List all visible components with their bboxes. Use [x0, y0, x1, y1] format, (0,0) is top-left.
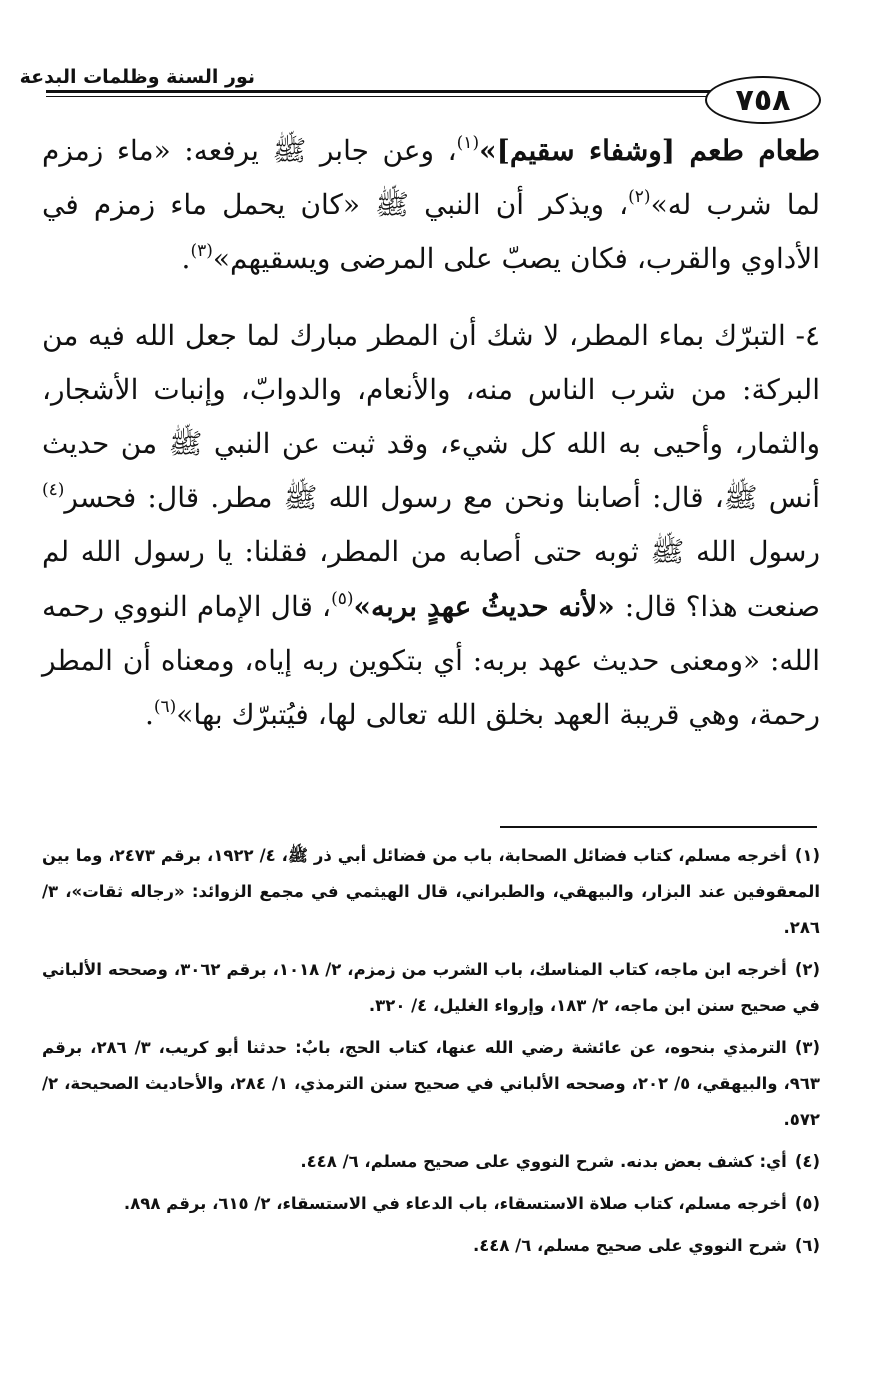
footnote-text: أخرجه مسلم، كتاب فضائل الصحابة، باب من فضائل أبي ذر ﷺ، ٤/ ١٩٢٢، برقم ٢٤٧٣، وما بين المعقوفين عند البزار، والبيهقي، والطبراني، قال الهيثمي في مجمع الزوائد: «رجاله ثقات»، ٣/ ٢٨٦.: [42, 846, 820, 937]
footnote-text: شرح النووي على صحيح مسلم، ٦/ ٤٤٨.: [472, 1236, 787, 1255]
footnote-number: (١): [794, 846, 820, 865]
footnote-ref: (٦): [153, 697, 177, 718]
footnote-1: [42, 838, 820, 946]
footnote-ref: (٥): [331, 588, 354, 609]
footnote-separator: [500, 826, 817, 828]
quote-text: طعام طعم [وشفاء سقيم]»: [479, 134, 820, 167]
footnote-2: [42, 952, 820, 1024]
footnote-text: الترمذي بنحوه، عن عائشة رضي الله عنها، كتاب الحج، بابٌ: حدثنا أبو كريب، ٣/ ٢٨٦، برقم ٩٦٣، والبيهقي، ٥/ ٢٠٢، وصححه الألباني في صحيح سنن الترمذي، ١/ ٢٨٤، والأحاديث الصحيحة، ٢/ ٥٧٢.: [42, 1038, 820, 1129]
footnote-text: أي: كشف بعض بدنه. شرح النووي على صحيح مسلم، ٦/ ٤٤٨.: [300, 1152, 787, 1171]
footnote-ref: (١): [456, 133, 480, 153]
footnote-ref: (٣): [190, 241, 213, 262]
footnote-number: (٦): [794, 1236, 820, 1255]
paragraph-1: [42, 124, 820, 287]
paragraph-text: .: [144, 698, 154, 732]
paragraph-text: ، وعن جابر ﷺ يرفعه: «ماء زمزم لما شرب له»: [42, 134, 820, 222]
quote-text: «لأنه حديثُ عهدٍ بربه»: [353, 589, 625, 623]
paragraph-text: ٤- التبرّك بماء المطر، لا شك أن المطر مبارك لما جعل الله فيه من البركة: من شرب الناس منه، والأنعام، والدوابّ، وإنبات الأشجار، والثمار، وأحيى به الله كل شيء، وقد ثبت عن النبي ﷺ من حديث أنس ﷺ، قال: أصابنا ونحن مع رسول الله ﷺ مطر. قال: فحسر: [42, 318, 820, 515]
footnote-6: [42, 1228, 820, 1264]
running-title: نور السنة وظلمات البدعة: [19, 66, 255, 88]
footnote-ref: (٢): [628, 187, 651, 208]
page-header: [19, 50, 821, 130]
footnote-number: (٣): [794, 1038, 820, 1057]
paragraph-text: رسول الله ﷺ ثوبه حتى أصابه من المطر، فقلنا: يا رسول الله لم صنعت هذا؟ قال:: [42, 535, 821, 623]
footnote-text: أخرجه مسلم، كتاب صلاة الاستسقاء، باب الدعاء في الاستسقاء، ٢/ ٦١٥، برقم ٨٩٨.: [123, 1194, 787, 1213]
paragraph-2: [42, 309, 820, 743]
header-rule: [46, 90, 761, 93]
footnote-number: (٤): [794, 1152, 820, 1171]
footnote-text: أخرجه ابن ماجه، كتاب المناسك، باب الشرب من زمزم، ٢/ ١٠١٨، برقم ٣٠٦٢، وصححه الألباني في صحيح سنن ابن ماجه، ٢/ ١٨٣، وإرواء الغليل، ٤/ ٣٢٠.: [42, 960, 820, 1015]
header-rule-thin: [46, 96, 761, 97]
paragraph-text: ، قال الإمام النووي رحمه الله: «ومعنى حديث عهد بربه: أي بتكوين ربه إياه، ومعناه أن المطر رحمة، وهي قريبة العهد بخلق الله تعالى لها، فيُتبرّك بها»: [42, 589, 820, 732]
footnote-ref: (٤): [42, 480, 65, 501]
footnote-number: (٥): [794, 1194, 820, 1213]
footnote-number: (٢): [794, 960, 820, 979]
main-text: [42, 124, 820, 742]
footnote-4: [42, 1144, 820, 1180]
footnote-5: [42, 1186, 820, 1222]
page-number: ٧٥٨: [705, 76, 821, 124]
footnotes: [42, 838, 820, 1270]
paragraph-text: .: [181, 242, 191, 276]
footnote-3: [42, 1030, 820, 1138]
paragraph-text: ، ويذكر أن النبي ﷺ «كان يحمل ماء زمزم في الأداوي والقرب، فكان يصبّ على المرضى ويسقيهم»: [42, 188, 820, 276]
